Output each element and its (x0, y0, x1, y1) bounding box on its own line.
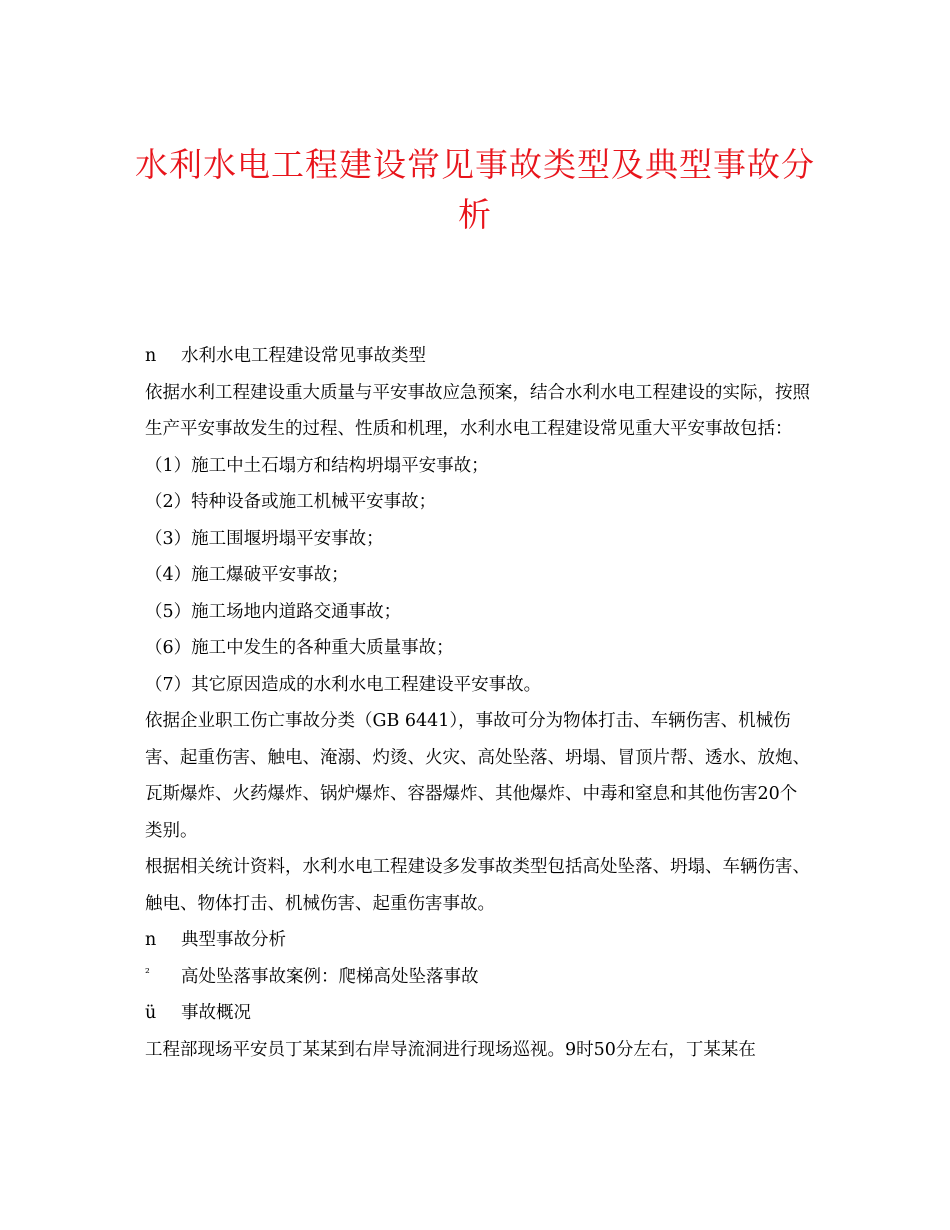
bullet-marker: n (145, 930, 157, 950)
paragraph: 工程部现场平安员丁某某到右岸导流洞进行现场巡视。9时50分左右，丁某某在 (145, 1039, 756, 1060)
bullet-marker: ü (145, 1003, 157, 1023)
document-title: 水利水电工程建设常见事故类型及典型事故分析 (135, 145, 815, 234)
subsection-heading-text: 事故概况 (181, 1003, 251, 1023)
bullet-marker: ² (145, 965, 150, 980)
list-item: （6）施工中发生的各种重大质量事故； (145, 638, 454, 658)
list-item: （2）特种设备或施工机械平安事故； (145, 492, 437, 512)
case-heading (145, 959, 810, 996)
list-item: （4）施工爆破平安事故； (145, 565, 349, 585)
section-heading-text: 典型事故分析 (181, 930, 286, 950)
list-item: （7）其它原因造成的水利水电工程建设平安事故。 (145, 674, 542, 695)
bullet-marker: n (145, 346, 157, 366)
paragraph: 根据相关统计资料，水利水电工程建设多发事故类型包括高处坠落、坍塌、车辆伤害、触电、物体打击、机械伤害、起重伤害事故。 (145, 857, 810, 914)
section-heading (145, 338, 810, 375)
case-heading-text: 高处坠落事故案例：爬梯高处坠落事故 (181, 966, 479, 987)
list-item: （1）施工中土石塌方和结构坍塌平安事故； (145, 455, 489, 476)
paragraph: 依据水利工程建设重大质量与平安事故应急预案，结合水利水电工程建设的实际，按照生产平安事故发生的过程、性质和机理，水利水电工程建设常见重大平安事故包括： (145, 382, 810, 439)
section-heading-text: 水利水电工程建设常见事故类型 (181, 346, 426, 366)
document-body (145, 338, 810, 1068)
subsection-heading (145, 995, 810, 1032)
list-item: （5）施工场地内道路交通事故； (145, 601, 402, 622)
list-item: （3）施工围堰坍塌平安事故； (145, 528, 384, 549)
paragraph: 依据企业职工伤亡事故分类（GB 6441），事故可分为物体打击、车辆伤害、机械伤害、起重伤害、触电、淹溺、灼烫、火灾、高处坠落、坍塌、冒顶片帮、透水、放炮、瓦斯爆炸、火药爆炸、锅炉爆炸、容器爆炸、其他爆炸、中毒和窒息和其他伤害20个类别。 (145, 711, 810, 841)
section-heading (145, 922, 810, 959)
